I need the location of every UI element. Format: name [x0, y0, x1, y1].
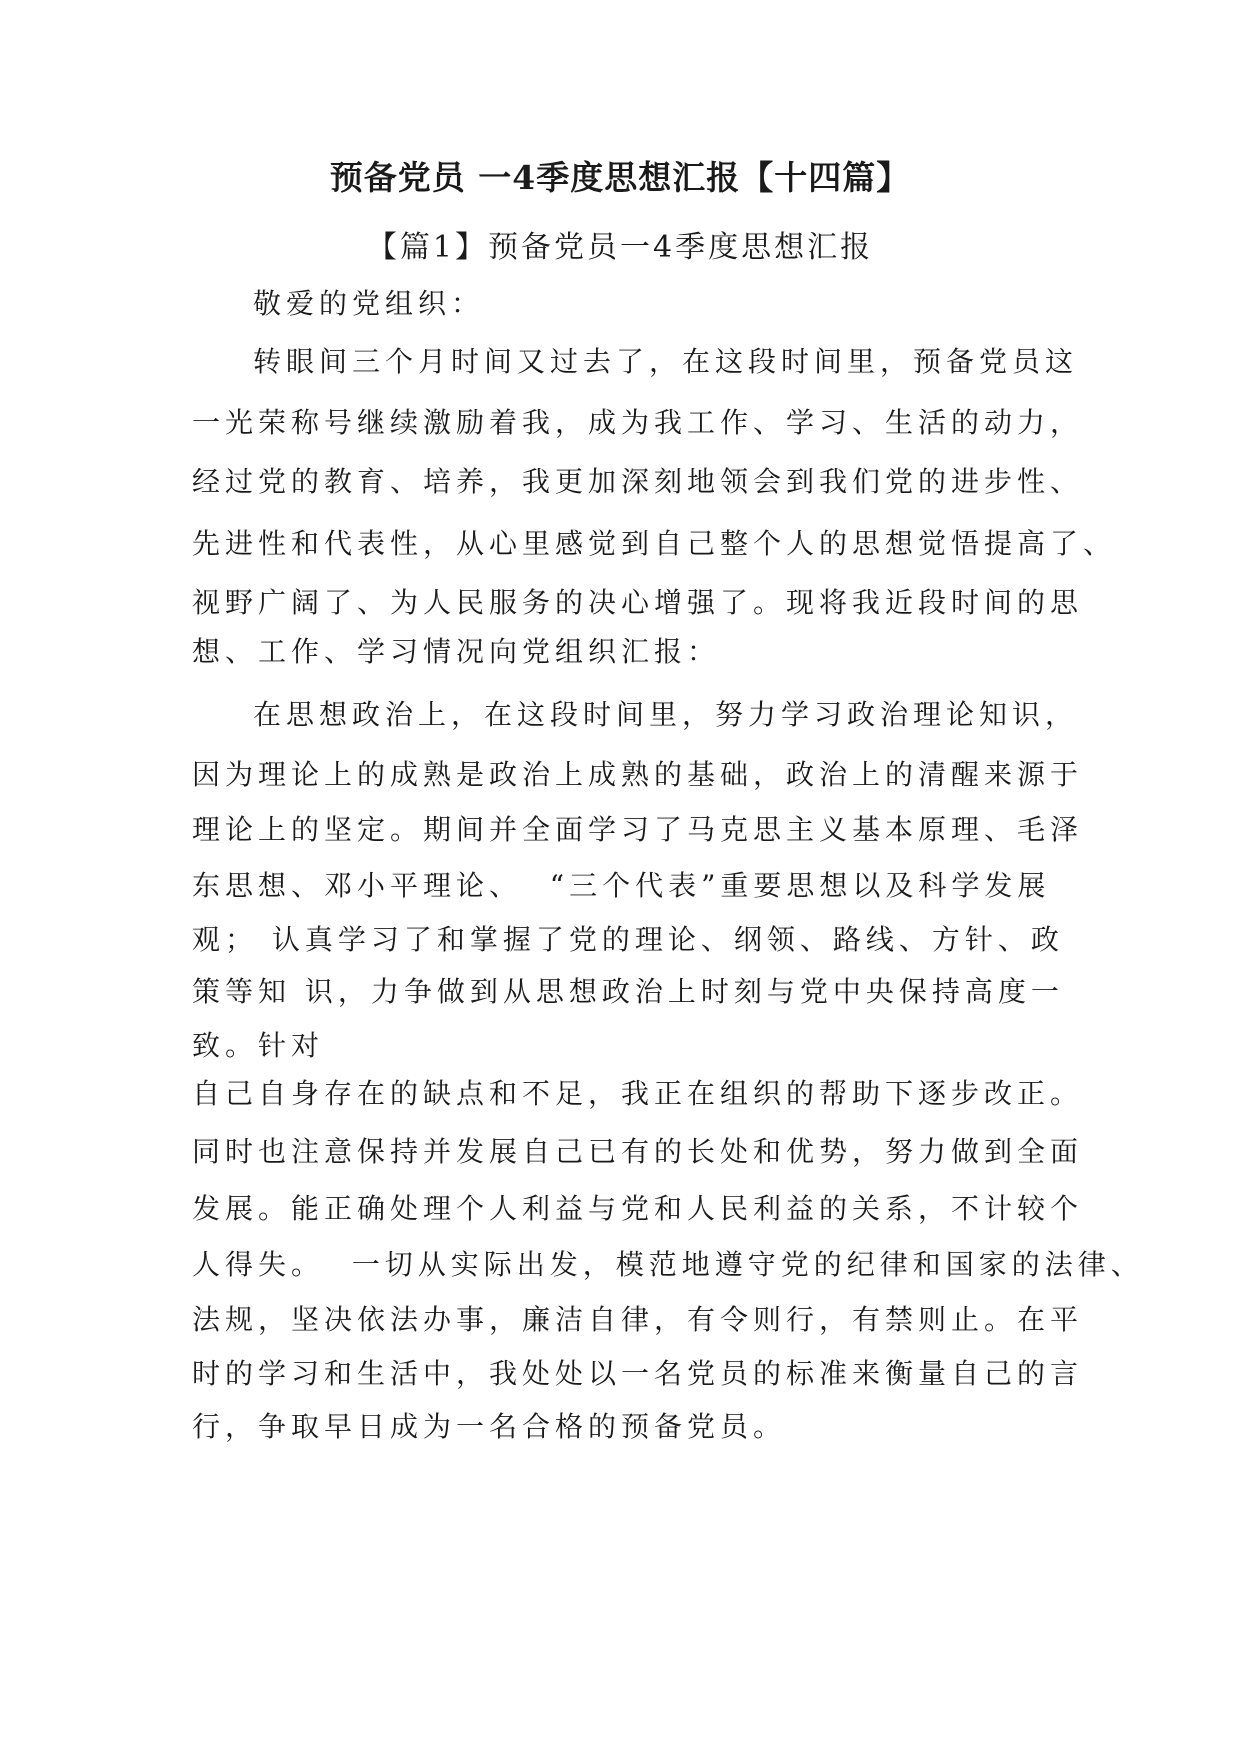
paragraph-line: 一光荣称号继续激励着我，成为我工作、学习、生活的动力，: [192, 406, 1084, 439]
paragraph-line: 先进性和代表性，从心里感觉到自己整个人的思想觉悟提高了、: [192, 527, 1117, 560]
paragraph-line: 人得失。 一切从实际出发，模范地遵守党的纪律和国家的法律、: [192, 1248, 1144, 1281]
paragraph-line: 观； 认真学习了和掌握了党的理论、纲领、路线、方针、政: [192, 923, 1064, 956]
salutation: 敬爱的党组织：: [253, 287, 485, 320]
paragraph-line: 策等知 识，力争做到从思想政治上时刻与党中央保持高度一: [192, 975, 1064, 1008]
paragraph-line: 理论上的坚定。期间并全面学习了马克思主义基本原理、毛泽: [192, 813, 1084, 846]
paragraph-line: 发展。能正确处理个人利益与党和人民利益的关系，不计较个: [192, 1192, 1084, 1225]
paragraph-line: 法规，坚决依法办事，廉洁自律，有令则行，有禁则止。在平: [192, 1303, 1084, 1336]
paragraph-line: 视野广阔了、为人民服务的决心增强了。现将我近段时间的思: [192, 586, 1084, 619]
paragraph-line: 东思想、邓小平理论、 “三个代表”重要思想以及科学发展: [192, 869, 1051, 902]
paragraph-line: 转眼间三个月时间又过去了，在这段时间里，预备党员这: [253, 345, 1079, 378]
paragraph-line: 时的学习和生活中，我处处以一名党员的标准来衡量自己的言: [192, 1357, 1084, 1390]
paragraph-line: 同时也注意保持并发展自己已有的长处和优势，努力做到全面: [192, 1135, 1084, 1168]
document-title: 预备党员 一4季度思想汇报【十四篇】: [329, 158, 911, 197]
paragraph-line: 致。针对: [192, 1029, 325, 1062]
paragraph-line: 想、工作、学习情况向党组织汇报：: [192, 635, 721, 668]
section-heading: 【篇1】预备党员一4季度思想汇报: [366, 230, 874, 265]
paragraph-line: 因为理论上的成熟是政治上成熟的基础，政治上的清醒来源于: [192, 758, 1084, 791]
paragraph-line: 在思想政治上，在这段时间里，努力学习政治理论知识，: [253, 698, 1079, 731]
paragraph-line: 经过党的教育、培养，我更加深刻地领会到我们党的进步性、: [192, 465, 1084, 498]
paragraph-line: 自己自身存在的缺点和不足，我正在组织的帮助下逐步改正。: [192, 1077, 1084, 1110]
paragraph-line: 行，争取早日成为一名合格的预备党员。: [192, 1410, 787, 1443]
